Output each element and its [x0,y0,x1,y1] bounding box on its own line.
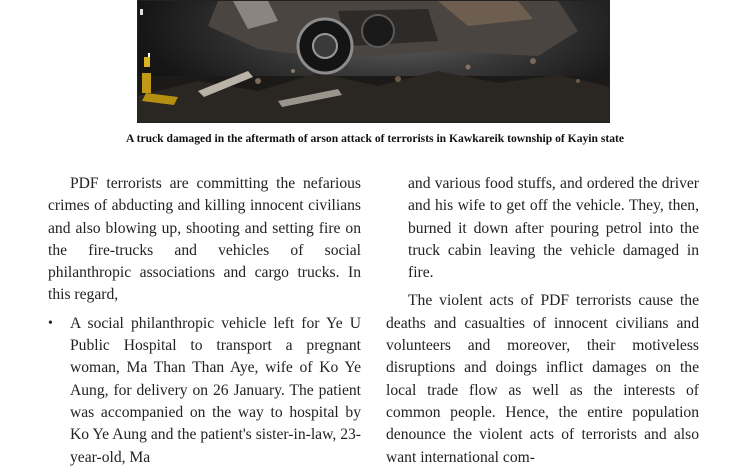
bullet-item [48,313,361,469]
photo-illustration [138,1,610,123]
continued-paragraph: and various food stuffs, and ordered the driver and his wife to get off the vehicle. They, then, burned it down after pouring petrol into the truck cabin leaving the vehicle damaged in fire. [408,175,699,282]
bullet-icon: • [48,315,53,331]
left-column [48,173,361,469]
right-column [386,173,699,469]
intro-paragraph: PDF terrorists are committing the nefarious crimes of abducting and killing innocent civilians and also blowing up, shooting and setting fire on the fire-trucks and vehicles of social philanthropic associations and cargo trucks. In this regard, [48,175,361,304]
damaged-truck-photo [137,0,610,123]
conclusion-paragraph: The violent acts of PDF terrorists cause the deaths and casualties of innocent civilians and volunteers and moreover, their motiveless disruptions and doings inflict damages on the local trade flow as well as the interests of common people. Hence, the entire population denounce the violent acts of terrorists and also want international com- [386,292,699,466]
figure-caption: A truck damaged in the aftermath of arson attack of terrorists in Kawkareik township of Kayin state [125,132,625,145]
bullet-text: A social philanthropic vehicle left for Ye U Public Hospital to transport a pregnant woman, Ma Than Than Aye, wife of Ko Ye Aung, for delivery on 26 January. The patient was accompanied on the way to hospital by Ko Ye Aung and the patient's sister-in-law, 23-year-old, Ma [70,314,361,466]
